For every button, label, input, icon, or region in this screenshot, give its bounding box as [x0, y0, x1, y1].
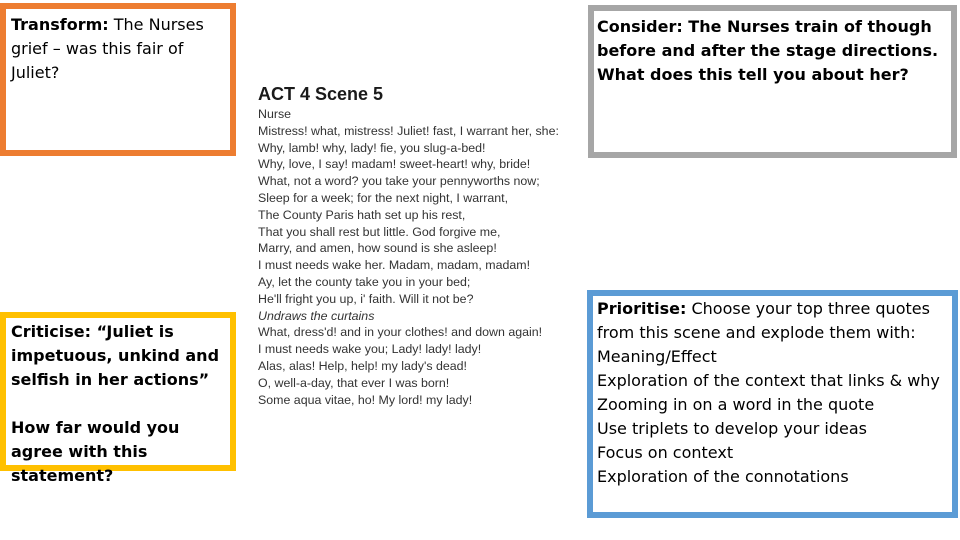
script-line: Some aqua vitae, ho! My lord! my lady!	[258, 392, 473, 407]
transform-heading: Transform:	[11, 15, 109, 34]
script-line: Why, lamb! why, lady! fie, you slug-a-bed!	[258, 140, 486, 155]
script-line: Ay, let the county take you in your bed;	[258, 274, 471, 289]
prioritise-heading: Prioritise:	[597, 299, 687, 318]
transform-task-box	[0, 3, 236, 156]
script-line: What, not a word? you take your pennyworths now;	[258, 174, 540, 189]
prioritise-line: Exploration of the context that links & why	[597, 371, 940, 390]
prioritise-line: Zooming in on a word in the quote	[597, 395, 875, 414]
script-line: Marry, and amen, how sound is she asleep!	[258, 241, 497, 256]
prioritise-line: from this scene and explode them with:	[597, 323, 916, 342]
scene-script	[258, 106, 588, 408]
script-line: The County Paris hath set up his rest,	[258, 207, 466, 222]
script-line: He'll fright you up, i' faith. Will it not be?	[258, 291, 474, 306]
transform-body: The Nurses grief – was this fair of Juliet?	[11, 15, 204, 82]
transform-task-text	[11, 13, 233, 85]
script-line: Mistress! what, mistress! Juliet! fast, I warrant her, she:	[258, 123, 559, 138]
script-line: That you shall rest but little. God forgive me,	[258, 224, 501, 239]
prioritise-line: Focus on context	[597, 443, 734, 462]
consider-task-box	[588, 5, 957, 158]
consider-task-text: Consider: The Nurses train of though before and after the stage directions. What does this tell you about her?	[597, 17, 939, 84]
prioritise-line: Use triplets to develop your ideas	[597, 419, 867, 438]
script-line: I must needs wake you; Lady! lady! lady!	[258, 342, 482, 357]
script-line: Nurse	[258, 107, 292, 121]
prioritise-task-box	[587, 290, 958, 518]
prioritise-first-line	[597, 297, 953, 321]
script-line: Sleep for a week; for the next night, I warrant,	[258, 190, 509, 205]
prioritise-line: Meaning/Effect	[597, 347, 717, 366]
criticise-task-box	[0, 312, 236, 485]
script-line: Why, love, I say! madam! sweet-heart! why, bride!	[258, 157, 531, 172]
criticise-question: How far would you agree with this statement?	[11, 418, 180, 485]
script-line: Alas, alas! Help, help! my lady's dead!	[258, 358, 467, 373]
prioritise-line: Exploration of the connotations	[597, 467, 849, 486]
scene-title: ACT 4 Scene 5	[258, 84, 384, 104]
script-line: I must needs wake her. Madam, madam, madam!	[258, 258, 531, 273]
prioritise-task-text	[597, 297, 953, 489]
script-line: What, dress'd! and in your clothes! and down again!	[258, 325, 543, 340]
criticise-statement: Criticise: “Juliet is impetuous, unkind and selfish in her actions”	[11, 322, 220, 389]
stage-direction: Undraws the curtains	[258, 308, 375, 323]
prioritise-intro: Choose your top three quotes	[686, 299, 930, 318]
script-line: O, well-a-day, that ever I was born!	[258, 375, 450, 390]
